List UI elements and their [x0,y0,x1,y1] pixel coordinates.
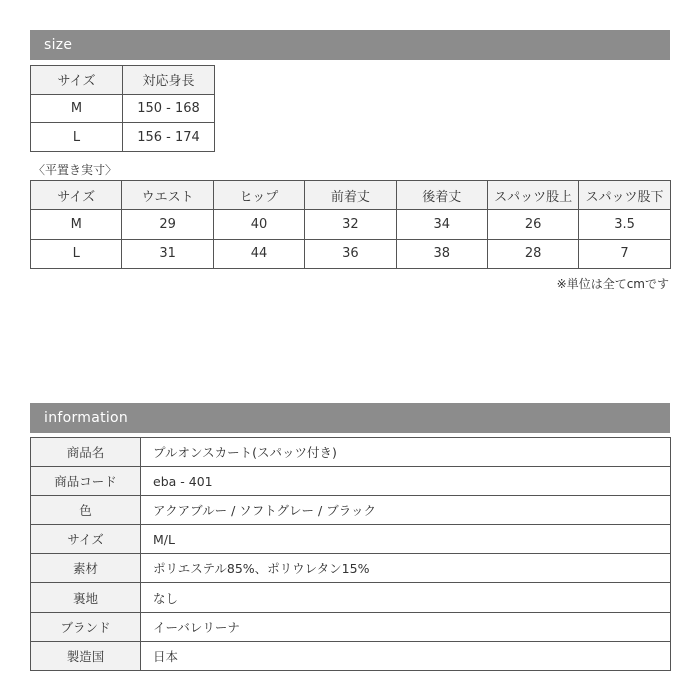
table-cell: 150 - 168 [123,94,215,123]
info-label: 色 [31,496,141,525]
table-row [31,123,215,152]
info-value: アクアブルー / ソフトグレー / ブラック [141,496,671,525]
table-cell: L [31,239,122,268]
info-label: サイズ [31,525,141,554]
table-cell: 36 [305,239,396,268]
info-row [31,554,671,583]
info-label: 素材 [31,554,141,583]
header-cell: ウエスト [122,181,213,210]
table-cell: 44 [213,239,304,268]
table-cell: 26 [487,210,578,239]
info-value: 日本 [141,641,671,670]
info-value: なし [141,583,671,612]
header-cell: サイズ [31,66,123,95]
info-label: 商品名 [31,438,141,467]
table-cell: 156 - 174 [123,123,215,152]
table-cell: 3.5 [579,210,670,239]
measurement-table [30,180,671,269]
info-row [31,641,671,670]
info-label: 製造国 [31,641,141,670]
flat-measurement-note: 〈平置き実寸〉 [33,163,118,177]
table-cell: L [31,123,123,152]
information-section-title: information [30,403,670,433]
table-cell: 40 [213,210,304,239]
table-row [31,94,215,123]
information-table [30,437,671,671]
table-cell: 32 [305,210,396,239]
table-row [31,210,671,239]
info-row [31,496,671,525]
header-cell: 前着丈 [305,181,396,210]
info-value: ポリエステル85%、ポリウレタン15% [141,554,671,583]
header-cell: サイズ [31,181,122,210]
info-label: 裏地 [31,583,141,612]
size-height-table [30,65,215,152]
info-label: ブランド [31,612,141,641]
info-value: M/L [141,525,671,554]
header-cell: 後着丈 [396,181,487,210]
info-row [31,525,671,554]
info-row [31,438,671,467]
header-cell: 対応身長 [123,66,215,95]
table-cell: 34 [396,210,487,239]
table-cell: 29 [122,210,213,239]
table-cell: 38 [396,239,487,268]
info-row [31,612,671,641]
info-value: プルオンスカート(スパッツ付き) [141,438,671,467]
info-value: eba - 401 [141,467,671,496]
info-value: イーバレリーナ [141,612,671,641]
table-cell: 31 [122,239,213,268]
table-cell: M [31,210,122,239]
info-label: 商品コード [31,467,141,496]
header-cell: ヒップ [213,181,304,210]
unit-footnote: ※単位は全てcmです [556,277,669,291]
table-row [31,239,671,268]
info-row [31,467,671,496]
table-header-row [31,181,671,210]
table-cell: 28 [487,239,578,268]
header-cell: スパッツ股下 [579,181,670,210]
table-cell: 7 [579,239,670,268]
info-row [31,583,671,612]
header-cell: スパッツ股上 [487,181,578,210]
table-header-row [31,66,215,95]
size-section-title: size [30,30,670,60]
table-cell: M [31,94,123,123]
